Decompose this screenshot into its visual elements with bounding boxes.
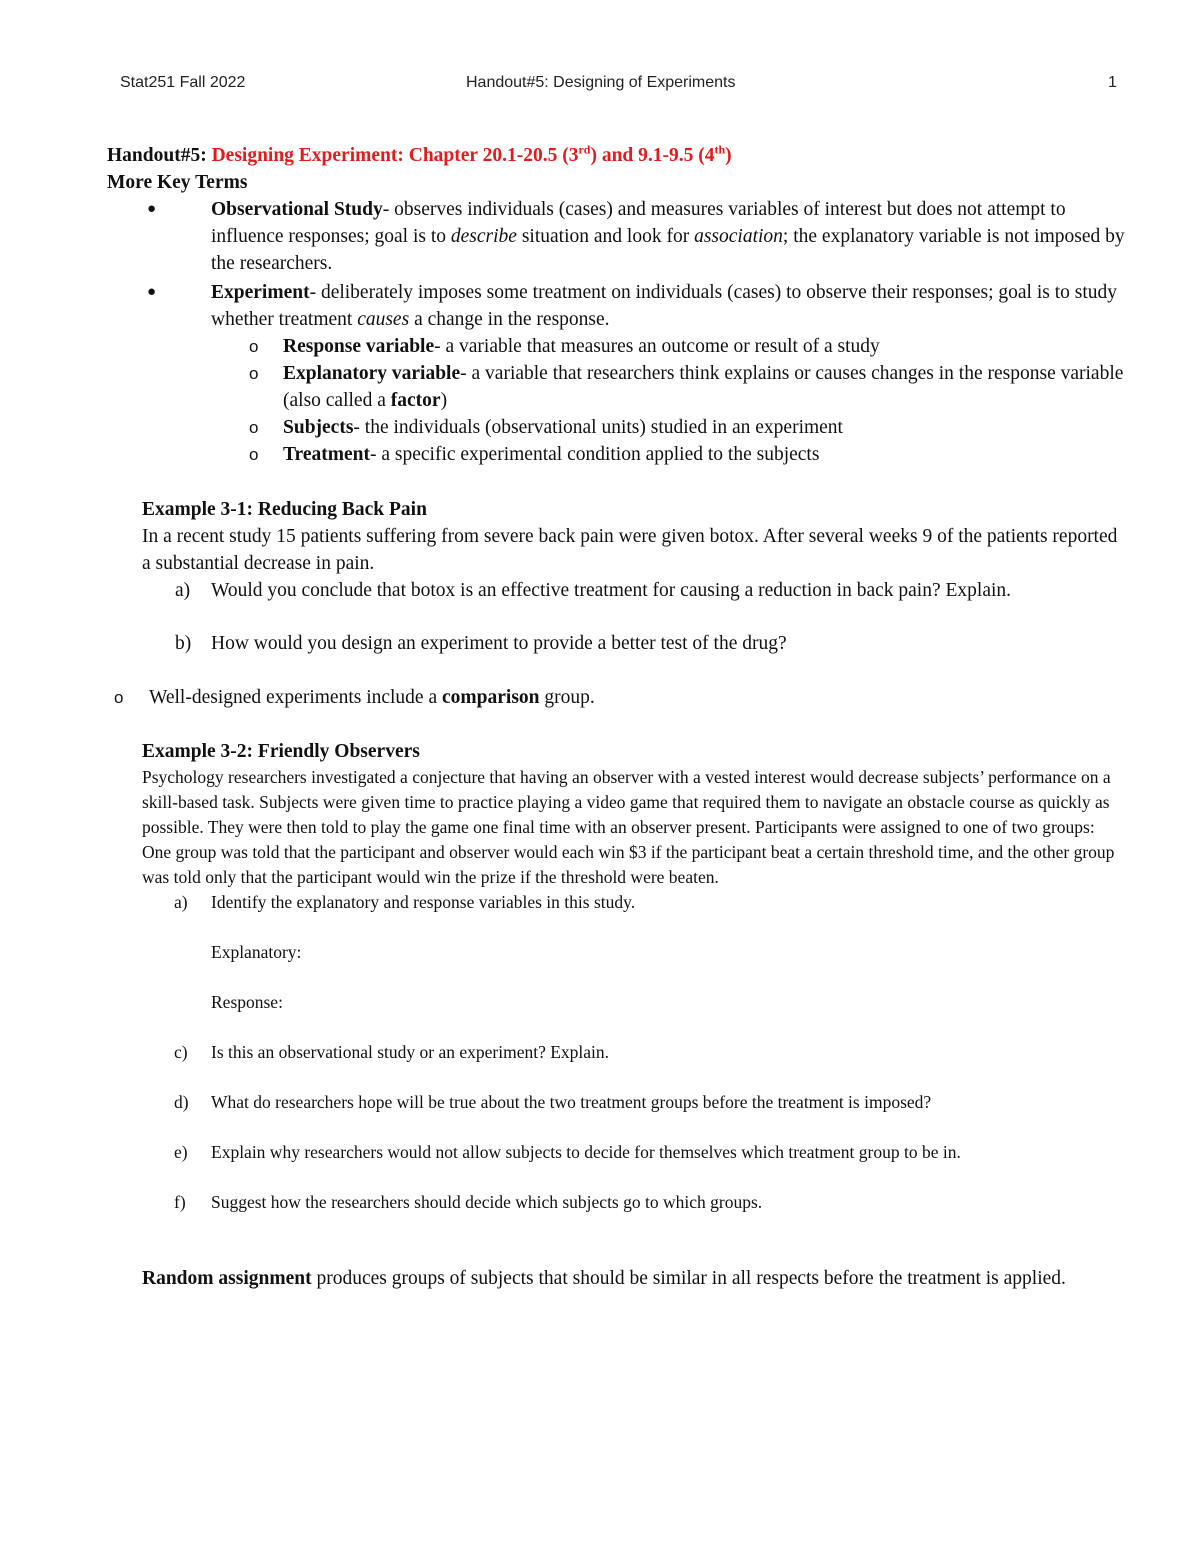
- response-label: Response:: [211, 992, 283, 1012]
- example-2-heading: Example 3-2: Friendly Observers: [142, 741, 420, 762]
- header-course: Stat251 Fall 2022: [120, 74, 246, 91]
- question-f: f) Suggest how the researchers should decide which subjects go to which groups.: [174, 1192, 763, 1212]
- header-page-number: 1: [1108, 74, 1117, 91]
- page-title: [107, 142, 1127, 169]
- key-terms-list: [107, 196, 1127, 333]
- explanatory-label: Explanatory:: [211, 942, 302, 962]
- question-e: e) Explain why researchers would not allow subjects to decide for themselves which treatment group to be in.: [174, 1142, 961, 1162]
- circle-bullet-icon: o: [249, 418, 259, 437]
- circle-bullet-icon: o: [114, 688, 124, 707]
- question-b: b) How would you design an experiment to provide a better test of the drug?: [175, 633, 787, 654]
- question-a: a) Identify the explanatory and response variables in this study.: [174, 892, 636, 912]
- circle-bullet-icon: o: [249, 445, 259, 464]
- list-item: o Response variable- a variable that measures an outcome or result of a study: [107, 333, 1127, 360]
- example-2-body: Psychology researchers investigated a conjecture that having an observer with a vested interest would decrease subjects’ performance on a skill-based task. Subjects were given time to practice playing a video game that required them to navigate an obstacle course as quickly as possible. They were then told to play the game one final time with an observer present. Participants were assigned to one of two groups: One group was told that the participant and observer would each win $3 if the participant beat a certain threshold time, and the other group was told only that the participant would win the prize if the threshold were beaten.: [142, 767, 1115, 887]
- example-1-heading: Example 3-1: Reducing Back Pain: [142, 499, 427, 520]
- question-a: a) Would you conclude that botox is an effective treatment for causing a reduction in back pain? Explain.: [175, 580, 1012, 601]
- list-item: ● Observational Study- observes individuals (cases) and measures variables of interest but does not attempt to influence responses; goal is to describe situation and look for association; the explanatory variable is not imposed by the researchers.: [107, 196, 1127, 277]
- bullet-icon: ●: [147, 284, 157, 300]
- bullet-icon: ●: [147, 201, 157, 217]
- document-body: [107, 142, 1127, 1292]
- example-1-body: In a recent study 15 patients suffering from severe back pain were given botox. After several weeks 9 of the patients reported a substantial decrease in pain.: [142, 526, 1118, 574]
- circle-bullet-icon: o: [249, 364, 259, 383]
- list-item: o Subjects- the individuals (observational units) studied in an experiment: [107, 414, 1127, 441]
- list-item: ● Experiment- deliberately imposes some treatment on individuals (cases) to observe their responses; goal is to study whether treatment causes a change in the response.: [107, 279, 1127, 333]
- circle-bullet-icon: o: [249, 337, 259, 356]
- question-d: d) What do researchers hope will be true about the two treatment groups before the treatment is imposed?: [174, 1092, 932, 1112]
- list-item: o Treatment- a specific experimental condition applied to the subjects: [107, 441, 1127, 468]
- header-title: Handout#5: Designing of Experiments: [466, 74, 736, 91]
- title-chapter: Designing Experiment: Chapter 20.1-20.5 (3rd) and 9.1-9.5 (4th): [211, 142, 732, 166]
- title-prefix: Handout#5:: [107, 145, 207, 166]
- comparison-note: o Well-designed experiments include a comparison group.: [107, 684, 1127, 711]
- key-terms-heading: More Key Terms: [107, 172, 248, 193]
- question-c: c) Is this an observational study or an experiment? Explain.: [174, 1042, 610, 1062]
- random-assignment-note: Random assignment produces groups of subjects that should be similar in all respects before the treatment is applied.: [142, 1268, 1066, 1289]
- list-item: o Explanatory variable- a variable that researchers think explains or causes changes in the response variable (also called a factor): [107, 360, 1127, 414]
